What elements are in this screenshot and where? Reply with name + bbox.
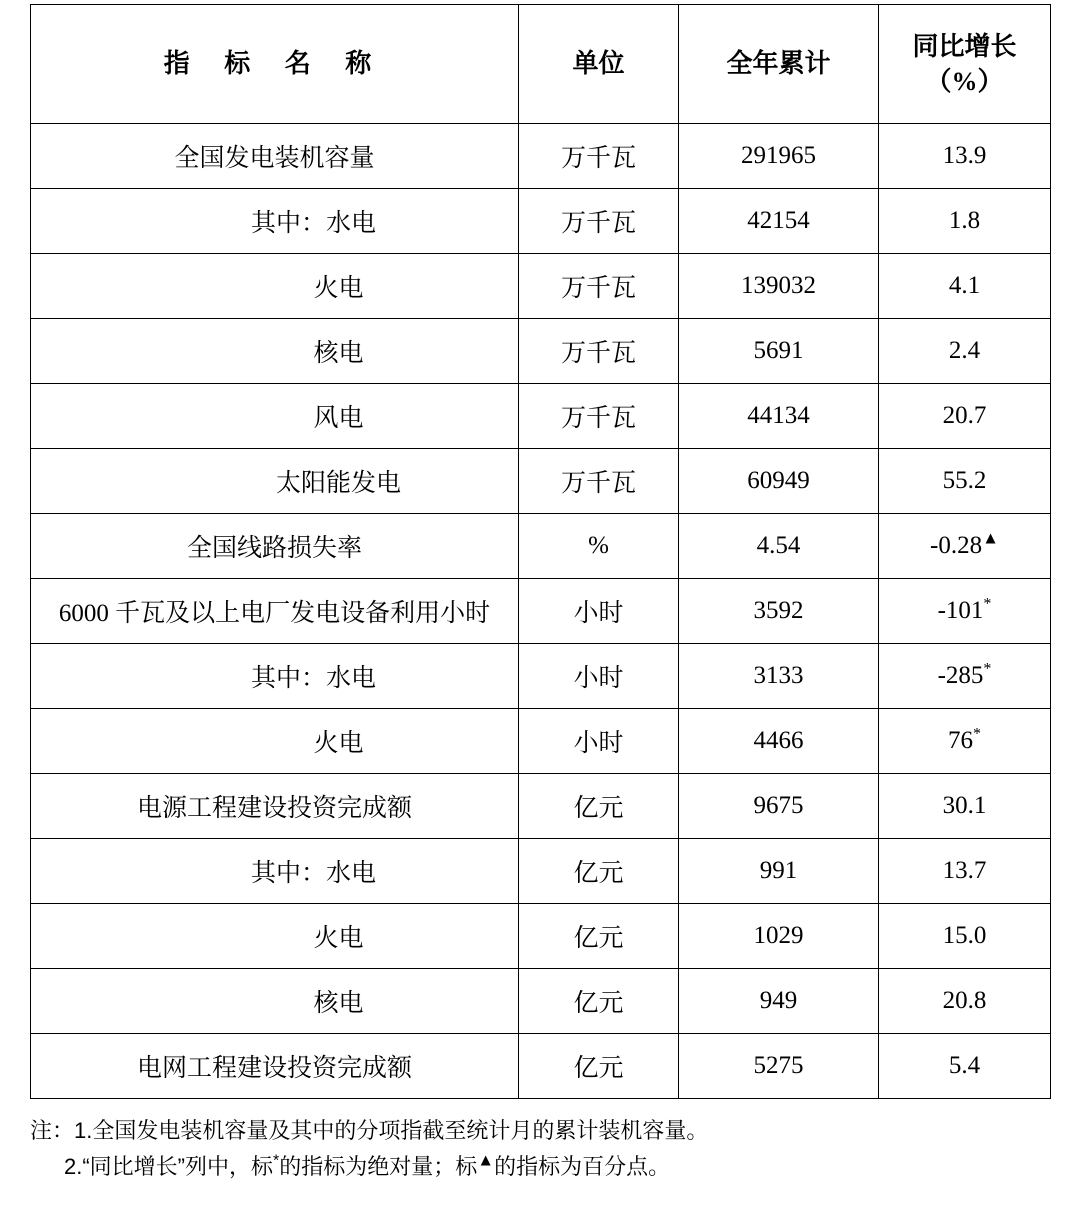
column-header-yoy-growth-line2: （%）: [925, 67, 1004, 96]
column-header-yoy-growth: [879, 5, 1051, 124]
cell-yoy-growth: [879, 969, 1051, 1034]
cell-yoy-growth: [879, 579, 1051, 644]
table-row: [31, 254, 1051, 319]
cell-unit: 万千瓦: [519, 384, 679, 449]
cell-annual-total: 139032: [679, 254, 879, 319]
cell-yoy-value: -0.28: [930, 532, 983, 559]
cell-yoy-value: 20.7: [942, 402, 987, 429]
cell-indicator-name: 核电: [31, 319, 519, 384]
cell-annual-total: 1029: [679, 904, 879, 969]
cell-yoy-value: 76: [948, 727, 973, 754]
table-row: [31, 189, 1051, 254]
yoy-asterisk-mark: *: [973, 725, 981, 743]
cell-indicator-name: 电网工程建设投资完成额: [31, 1034, 519, 1099]
cell-annual-total: 60949: [679, 449, 879, 514]
cell-yoy-value: 13.7: [942, 857, 987, 884]
table-notes: [30, 1113, 1050, 1184]
table-row: [31, 514, 1051, 579]
cell-indicator-name: 全国线路损失率: [31, 514, 519, 579]
cell-unit: 万千瓦: [519, 319, 679, 384]
cell-yoy-growth: [879, 124, 1051, 189]
table-row: [31, 449, 1051, 514]
cell-indicator-name: 火电: [31, 904, 519, 969]
note-triangle-mark: ▲: [477, 1150, 495, 1170]
table-row: [31, 384, 1051, 449]
cell-yoy-value: 1.8: [948, 207, 981, 234]
table-body: [31, 124, 1051, 1099]
cell-indicator-name: 其中：水电: [31, 644, 519, 709]
table-row: [31, 904, 1051, 969]
table-row: [31, 969, 1051, 1034]
electricity-statistics-table: [30, 4, 1051, 1099]
column-header-annual-total: 全年累计: [679, 5, 879, 124]
cell-yoy-growth: [879, 1034, 1051, 1099]
cell-annual-total: 3133: [679, 644, 879, 709]
cell-unit: 小时: [519, 644, 679, 709]
note-line-2-suffix: 的指标为百分点。: [494, 1153, 671, 1179]
cell-yoy-growth: [879, 189, 1051, 254]
cell-yoy-value: 15.0: [942, 922, 987, 949]
cell-yoy-value: -101: [937, 597, 984, 624]
cell-annual-total: 5691: [679, 319, 879, 384]
cell-indicator-name: 核电: [31, 969, 519, 1034]
cell-annual-total: 4.54: [679, 514, 879, 579]
table-header: [31, 5, 1051, 124]
cell-annual-total: 949: [679, 969, 879, 1034]
cell-yoy-growth: [879, 644, 1051, 709]
cell-indicator-name: 太阳能发电: [31, 449, 519, 514]
yoy-asterisk-mark: *: [983, 595, 992, 613]
cell-indicator-name: 风电: [31, 384, 519, 449]
cell-unit: 万千瓦: [519, 124, 679, 189]
cell-unit: 亿元: [519, 904, 679, 969]
yoy-asterisk-mark: *: [983, 660, 992, 678]
table-row: [31, 709, 1051, 774]
cell-unit: 万千瓦: [519, 189, 679, 254]
column-header-indicator-name: 指 标 名 称: [31, 5, 519, 124]
table-row: [31, 839, 1051, 904]
cell-yoy-growth: [879, 839, 1051, 904]
cell-annual-total: 3592: [679, 579, 879, 644]
cell-yoy-growth: [879, 319, 1051, 384]
note-line-2: [30, 1149, 1050, 1185]
cell-yoy-growth: [879, 384, 1051, 449]
column-header-unit: 单位: [519, 5, 679, 124]
cell-yoy-value: 20.8: [942, 987, 987, 1014]
note-asterisk-mark: *: [273, 1152, 280, 1170]
cell-unit: 亿元: [519, 839, 679, 904]
cell-indicator-name: 其中：水电: [31, 839, 519, 904]
cell-yoy-value: 30.1: [942, 792, 987, 819]
cell-yoy-value: 2.4: [948, 337, 981, 364]
cell-unit: 小时: [519, 709, 679, 774]
cell-indicator-name: 电源工程建设投资完成额: [31, 774, 519, 839]
cell-yoy-growth: [879, 514, 1051, 579]
cell-unit: 万千瓦: [519, 254, 679, 319]
table-row: [31, 774, 1051, 839]
column-header-yoy-growth-line1: 同比增长: [912, 31, 1017, 61]
note-line-2-prefix: 2.“同比增长”列中，标: [64, 1153, 274, 1179]
note-line-1: 注：1.全国发电装机容量及其中的分项指截至统计月的累计装机容量。: [30, 1118, 709, 1143]
cell-yoy-value: 5.4: [948, 1052, 981, 1079]
note-line-2-middle: 的指标为绝对量；标: [279, 1153, 478, 1179]
cell-annual-total: 9675: [679, 774, 879, 839]
cell-indicator-name: 6000 千瓦及以上电厂发电设备利用小时: [31, 579, 519, 644]
table-row: [31, 319, 1051, 384]
table-row: [31, 579, 1051, 644]
cell-unit: 小时: [519, 579, 679, 644]
cell-yoy-growth: [879, 904, 1051, 969]
cell-yoy-growth: [879, 774, 1051, 839]
table-row: [31, 124, 1051, 189]
cell-yoy-value: -285: [937, 662, 984, 689]
cell-unit: 万千瓦: [519, 449, 679, 514]
cell-annual-total: 44134: [679, 384, 879, 449]
table-row: [31, 644, 1051, 709]
cell-yoy-growth: [879, 709, 1051, 774]
table-header-row: [31, 5, 1051, 124]
cell-annual-total: 5275: [679, 1034, 879, 1099]
cell-yoy-growth: [879, 254, 1051, 319]
cell-yoy-value: 4.1: [948, 272, 981, 299]
document-page: [0, 4, 1080, 1214]
cell-annual-total: 4466: [679, 709, 879, 774]
cell-indicator-name: 火电: [31, 254, 519, 319]
cell-annual-total: 42154: [679, 189, 879, 254]
cell-indicator-name: 火电: [31, 709, 519, 774]
cell-unit: 亿元: [519, 1034, 679, 1099]
yoy-triangle-mark: ▲: [982, 528, 999, 548]
cell-unit: 亿元: [519, 774, 679, 839]
cell-yoy-value: 55.2: [942, 467, 987, 494]
cell-yoy-value: 13.9: [942, 142, 987, 169]
cell-unit: %: [519, 514, 679, 579]
cell-yoy-growth: [879, 449, 1051, 514]
cell-annual-total: 991: [679, 839, 879, 904]
cell-unit: 亿元: [519, 969, 679, 1034]
cell-indicator-name: 全国发电装机容量: [31, 124, 519, 189]
cell-annual-total: 291965: [679, 124, 879, 189]
cell-indicator-name: 其中：水电: [31, 189, 519, 254]
table-row: [31, 1034, 1051, 1099]
